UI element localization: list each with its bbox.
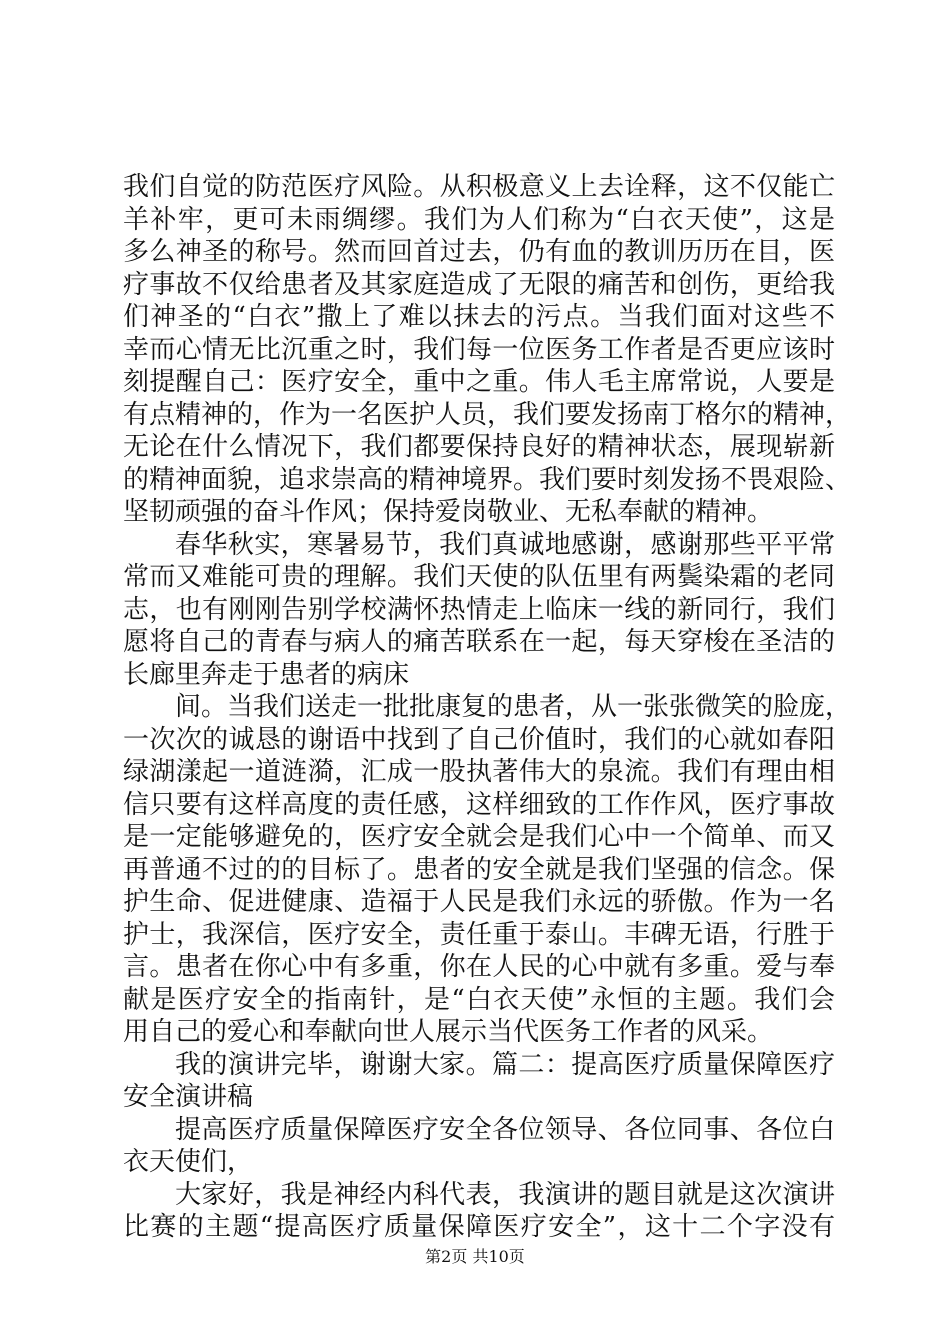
text-line: 提高医疗质量保障医疗安全各位领导、各位同事、各位白 [175,1114,835,1145]
text-line: 再普通不过的的目标了。患者的安全就是我们坚强的信念。保 [123,854,835,885]
text-line: 衣天使们， [123,1147,254,1177]
text-line: 的精神面貌，追求崇高的精神境界。我们要时刻发扬不畏艰险、 [123,464,852,495]
text-line: 间。当我们送走一批批康复的患者，从一张张微笑的脸庞， [175,692,852,722]
text-line: 长廊里奔走于患者的病床 [123,659,410,690]
text-line: 幸而心情无比沉重之时，我们每一位医务工作者是否更应该时 [123,334,835,365]
text-line: 信只要有这样高度的责任感，这样细致的工作作风，医疗事故 [123,789,835,820]
text-line: 无论在什么情况下，我们都要保持良好的精神状态，展现崭新 [123,432,835,462]
text-line: 有点精神的，作为一名医护人员，我们要发扬南丁格尔的精神， [123,399,852,430]
text-line: 比赛的主题“提高医疗质量保障医疗安全”，这十二个字没有 [123,1212,835,1242]
text-line: 是一定能够避免的，医疗安全就会是我们心中一个简单、而又 [123,822,835,852]
text-line: 常而又难能可贵的理解。我们天使的队伍里有两鬓染霜的老同 [123,562,835,592]
text-line: 们神圣的“白衣”撒上了难以抹去的污点。当我们面对这些不 [123,302,835,332]
text-line: 愿将自己的青春与病人的痛苦联系在一起，每天穿梭在圣洁的 [123,627,835,657]
text-line: 坚韧顽强的奋斗作风；保持爱岗敬业、无私奉献的精神。 [123,497,774,527]
page-footer: 第2页 共10页 [425,1247,525,1266]
text-line: 一次次的诚恳的谢语中找到了自己价值时，我们的心就如春阳 [123,724,835,755]
text-line: 大家好，我是神经内科代表，我演讲的题目就是这次演讲 [175,1179,835,1210]
text-line: 绿湖漾起一道涟漪，汇成一股执著伟大的泉流。我们有理由相 [123,757,835,787]
text-line: 刻提醒自己：医疗安全，重中之重。伟人毛主席常说，人要是 [123,367,835,397]
body-text [123,171,852,1244]
text-line: 护生命、促进健康、造福于人民是我们永远的骄傲。作为一名 [123,887,835,917]
text-line: 我们自觉的防范医疗风险。从积极意义上去诠释，这不仅能亡 [123,172,835,202]
text-line: 安全演讲稿 [123,1082,254,1112]
text-line: 用自己的爱心和奉献向世人展示当代医务工作者的风采。 [123,1017,774,1047]
text-line: 献是医疗安全的指南针，是“白衣天使”永恒的主题。我们会 [123,984,835,1015]
text-line: 言。患者在你心中有多重，你在人民的心中就有多重。爱与奉 [123,952,835,982]
text-line: 疗事故不仅给患者及其家庭造成了无限的痛苦和创伤，更给我 [123,269,835,300]
text-line: 春华秋实，寒暑易节，我们真诚地感谢，感谢那些平平常 [175,529,835,560]
text-line: 羊补牢，更可未雨绸缪。我们为人们称为“白衣天使”，这是 [123,204,835,235]
text-line: 志，也有刚刚告别学校满怀热情走上临床一线的新同行，我们 [123,594,835,625]
text-line: 多么神圣的称号。然而回首过去，仍有血的教训历历在目，医 [123,237,835,267]
text-line: 我的演讲完毕，谢谢大家。篇二：提高医疗质量保障医疗 [175,1049,835,1080]
text-line: 护士，我深信，医疗安全，责任重于泰山。丰碑无语，行胜于 [123,919,835,950]
